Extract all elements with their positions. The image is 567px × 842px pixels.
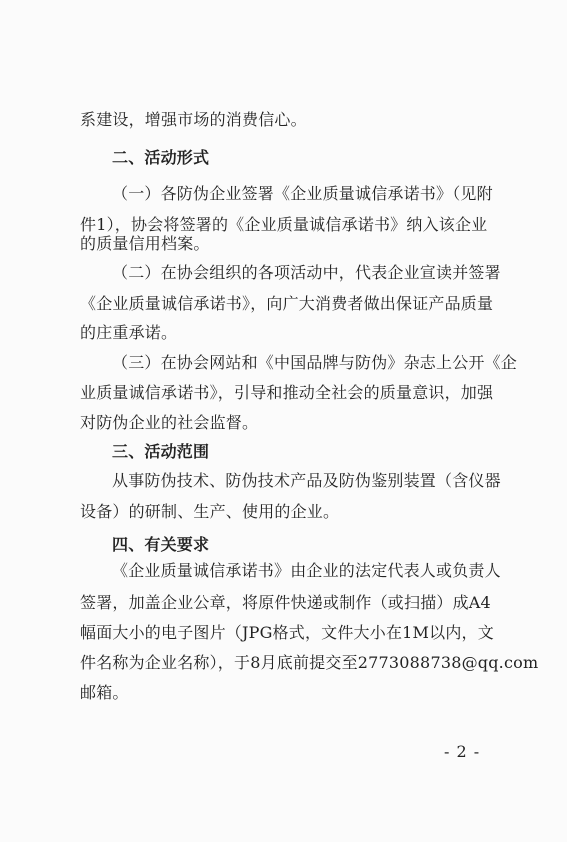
- page-number: - 2 -: [444, 742, 481, 761]
- text-line: 设备）的研制、生产、使用的企业。: [80, 502, 340, 521]
- text-line: 邮箱。: [80, 683, 129, 702]
- text-line: 对防伪企业的社会监督。: [80, 413, 259, 432]
- text-line: 业质量诚信承诺书》，引导和推动全社会的质量意识，加强: [80, 383, 494, 402]
- text-line: （二）在协会组织的各项活动中，代表企业宣读并签署: [112, 263, 501, 282]
- text-line: 幅面大小的电子图片（JPG格式，文件大小在1M以内，文: [80, 623, 494, 642]
- text-line: 签署，加盖企业公章，将原件快递或制作（或扫描）成A4: [80, 593, 491, 612]
- section-heading: 四、有关要求: [112, 535, 210, 554]
- text-line: 的质量信用档案。: [80, 234, 210, 253]
- text-line: （三）在协会网站和《中国品牌与防伪》杂志上公开《企: [112, 353, 518, 372]
- text-line: 的庄重承诺。: [80, 323, 178, 342]
- text-line: 件名称为企业名称），于8月底前提交至2773088738@qq.com: [80, 653, 539, 672]
- section-heading: 二、活动形式: [112, 148, 210, 167]
- text-line: 件1），协会将签署的《企业质量诚信承诺书》纳入该企业: [80, 215, 488, 234]
- text-line: （一）各防伪企业签署《企业质量诚信承诺书》（见附: [112, 184, 493, 203]
- text-line: 《企业质量诚信承诺书》，向广大消费者做出保证产品质量: [80, 294, 494, 313]
- text-line: 从事防伪技术、防伪技术产品及防伪鉴别装置（含仪器: [112, 471, 501, 490]
- text-line: 系建设，增强市场的消费信心。: [80, 110, 307, 129]
- text-line: 《企业质量诚信承诺书》由企业的法定代表人或负责人: [112, 561, 501, 580]
- section-heading: 三、活动范围: [112, 442, 210, 461]
